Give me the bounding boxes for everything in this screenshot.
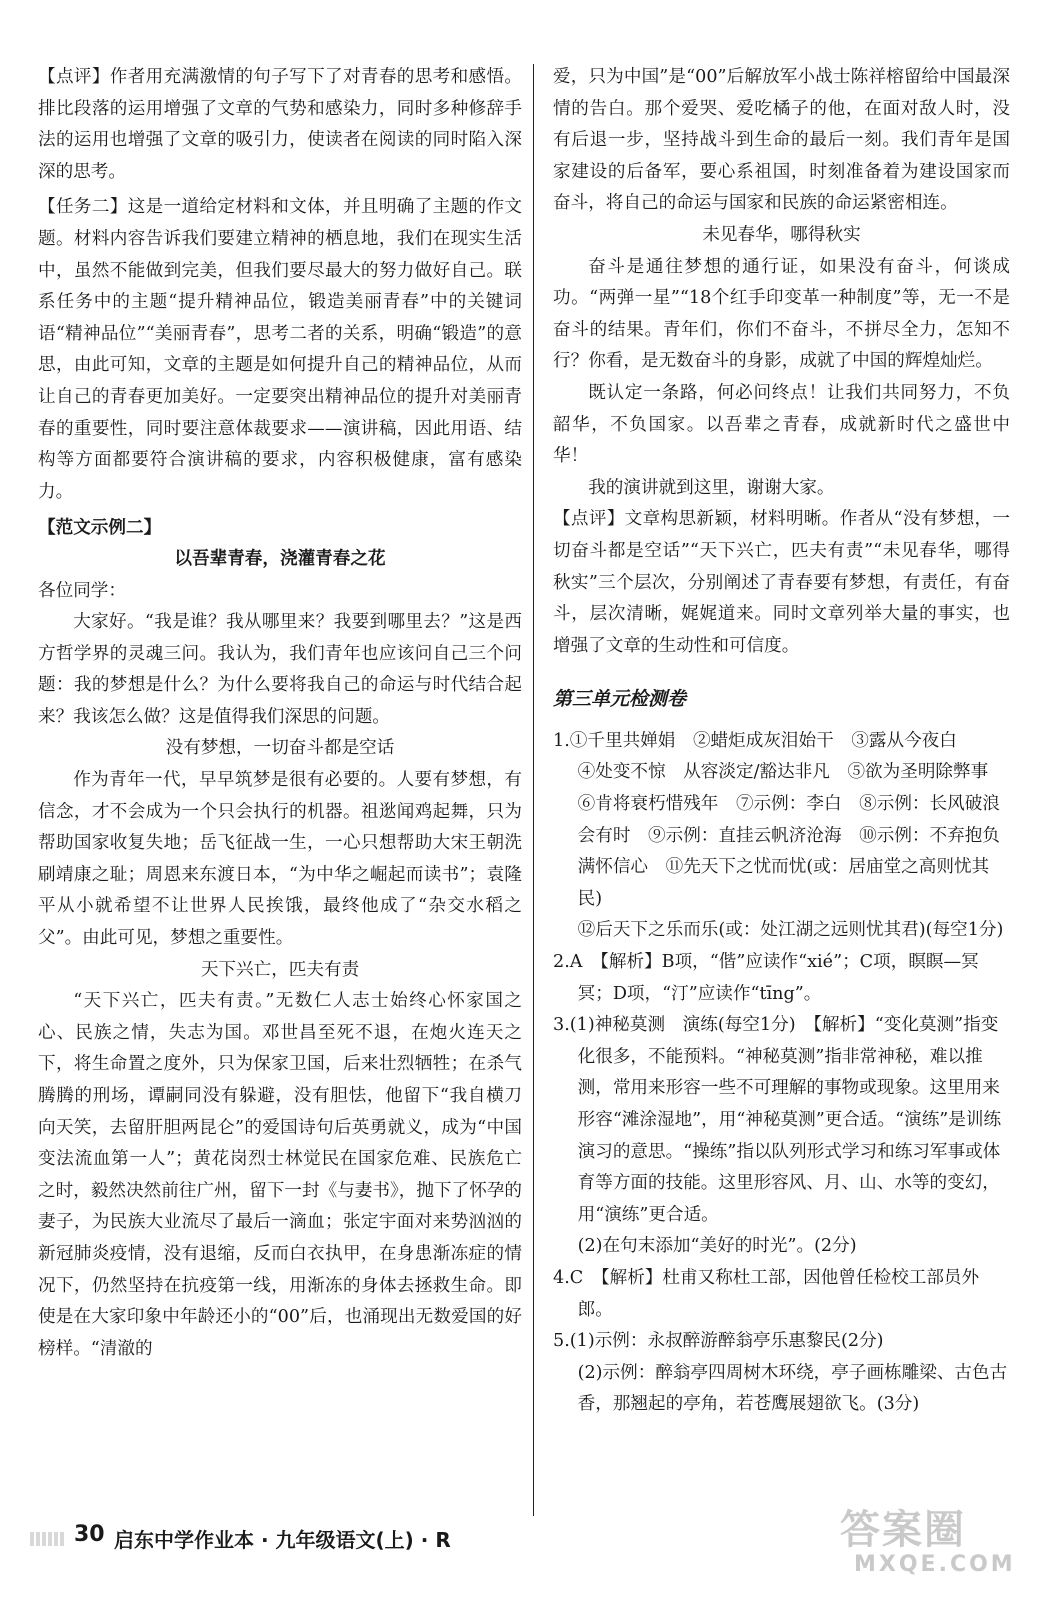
answer-1a: 1.①千里共婵娟 ②蜡炬成灰泪始干 ③露从今夜白 (553, 730, 957, 751)
essay-closing: 我的演讲就到这里，谢谢大家。 (588, 477, 835, 498)
answer-list (553, 726, 1018, 1421)
essay-paragraph-3: “天下兴亡，匹夫有责。”无数仁人志士始终心怀家国之心、民族之情，失志为国。邓世昌至死不退，在炮火连天之下，将生命置之度外，只为保家卫国，后来壮烈牺牲；在杀气腾腾的刑场，谭嗣同没有躲避，没有胆怯，他留下“我自横刀向天笑，去留肝胆两昆仑”的爱国诗句后英勇就义，成为“中国变法流血第一人”；黄花岗烈士林觉民在国家危难、民族危亡之时，毅然决然前往广州，留下一封《与妻书》，抛下了怀孕的妻子，为民族大业流尽了最后一滴血；张定宇面对来势汹汹的新冠肺炎疫情，没有退缩，反而白衣执甲，在身患渐冻症的情况下，仍然坚持在抗疫第一线，用渐冻的身体去拯救生命。即使是在大家印象中年龄还小的“00”后，也涌现出无数爱国的好榜样。“清澈的 (38, 991, 522, 1359)
essay-title: 以吾辈青春，浇灌青春之花 (174, 548, 386, 569)
answer-3-2: (2)在句末添加“美好的时光”。(2分) (577, 1236, 857, 1257)
essay-salutation: 各位同学： (38, 580, 126, 601)
essay-paragraph-2: 作为青年一代，早早筑梦是很有必要的。人要有梦想，有信念，才不会成为一个只会执行的机器。祖逖闻鸡起舞，只为帮助国家收复失地；岳飞征战一生，一心只想帮助大宋王朝洗刷靖康之耻；周恩来东渡日本，“为中华之崛起而读书”；袁隆平从小就希望不让世界人民挨饿，最终他成了“杂交水稻之父”。由此可见，梦想之重要性。 (38, 770, 522, 949)
essay-subheading-3: 未见春华，哪得秋实 (702, 224, 861, 245)
answer-1c: ⑥肯将衰朽惜残年 ⑦示例：李白 ⑧示例：长风破浪会有时 ⑨示例：直挂云帆济沧海 ⑩示例：不弃抱负 满怀信心 ⑪先天下之忧而忧(或：居庙堂之高则忧其民) (577, 794, 1018, 909)
answer-4: 4.C 【解析】杜甫又称杜工部，因他曾任检校工部员外郎。 (553, 1267, 980, 1320)
watermark-line-1: 答案圈 (840, 1507, 966, 1553)
answer-1d: ⑫后天下之乐而乐(或：处江湖之远则忧其君)(每空1分) (577, 920, 1004, 941)
essay-subheading-1: 没有梦想，一切奋斗都是空话 (165, 738, 395, 759)
comment-paragraph-1: 【点评】作者用充满激情的句子写下了对青春的思考和感悟。排比段落的运用增强了文章的气势和感染力，同时多种修辞手法的运用也增强了文章的吸引力，使读者在阅读的同时陷入深深的思考。 (38, 67, 522, 182)
essay-paragraph-4: 奋斗是通往梦想的通行证，如果没有奋斗，何谈成功。“两弹一星”“18个红手印变革一种制度”等，无一不是奋斗的结果。青年们，你们不奋斗，不拼尽全力，怎知不行？你看，是无数奋斗的身影，成就了中国的辉煌灿烂。 (553, 256, 1010, 372)
essay-paragraph-1: 大家好。“我是谁？我从哪里来？我要到哪里去？”这是西方哲学界的灵魂三问。我认为，我们青年也应该问自己三个问题：我的梦想是什么？为什么要将我自己的命运与时代结合起来？我该怎么做？这是值得我们深思的问题。 (38, 612, 522, 727)
watermark-line-2: MXQE.COM (854, 1552, 1016, 1577)
task-two-paragraph: 【任务二】这是一道给定材料和文体，并且明确了主题的作文题。材料内容告诉我们要建立精神的栖息地，我们在现实生活中，虽然不能做到完美，但我们要尽最大的努力做好自己。联系任务中的主题“提升精神品位，锻造美丽青春”中的关键词语“精神品位”“美丽青春”，思考二者的关系，明确“锻造”的意思，由此可知，文章的主题是如何提升自己的精神品位，从而让自己的青春更加美好。一定要突出精神品位的提升对美丽青春的重要性，同时要注意体裁要求——演讲稿，因此用语、结构等方面都要符合演讲稿的要求，内容积极健康，富有感染力。 (38, 197, 522, 502)
right-column (553, 62, 1018, 1421)
page-number: 30 (74, 1522, 105, 1547)
column-divider (533, 64, 534, 1516)
sample-essay-heading: 【范文示例二】 (38, 517, 162, 539)
watermark-logo (840, 1508, 1020, 1588)
answer-1b: ④处变不惊 从容淡定/豁达非凡 ⑤欲为圣明除弊事 (577, 762, 989, 783)
essay-subheading-2: 天下兴亡，匹夫有责 (200, 959, 360, 980)
footer-stripe-decoration (30, 1532, 64, 1546)
answer-2: 2.A 【解析】B项，“偕”应读作“xié”；C项，瞑瞑—冥冥；D项，“汀”应读作“tīng”。 (553, 952, 979, 1004)
essay-paragraph-5: 既认定一条路，何必问终点！让我们共同努力，不负韶华，不负国家。以吾辈之青春，成就新时代之盛世中华！ (553, 382, 1010, 467)
left-column (38, 62, 522, 1365)
book-title: 启东中学作业本 · 九年级语文(上) · R (114, 1528, 451, 1552)
unit-three-test-heading: 第三单元检测卷 (553, 688, 687, 711)
essay-paragraph-3-cont: 爱，只为中国”是“00”后解放军小战士陈祥榕留给中国最深情的告白。那个爱哭、爱吃橘子的他，在面对敌人时，没有后退一步，坚持战斗到生命的最后一刻。我们青年是国家建设的后备军，要心系祖国，时刻准备着为建设国家而奋斗，将自己的命运与国家和民族的命运紧密相连。 (553, 67, 1010, 214)
comment-paragraph-2: 【点评】文章构思新颖，材料明晰。作者从“没有梦想，一切奋斗都是空话”“天下兴亡，匹夫有责”“未见春华，哪得秋实”三个层次，分别阐述了青春要有梦想，有责任，有奋斗，层次清晰，娓娓道来。同时文章列举大量的事实，也增强了文章的生动性和可信度。 (553, 509, 1010, 656)
answer-5-2: (2)示例：醉翁亭四周树木环绕，亭子画栋雕梁、古色古香，那翘起的亭角，若苍鹰展翅欲飞。(3分) (577, 1362, 1008, 1415)
answer-3-1: 3.(1)神秘莫测 演练(每空1分) 【解析】“变化莫测”指变化很多，不能预料。“神秘莫测”指非常神秘，难以推测，常用来形容一些不可理解的事物或现象。这里用来形容“滩涂湿地”，用“神秘莫测”更合适。“演练”是训练演习的意思。“操练”指以队列形式学习和练习军事或体育等方面的技能。这里形容风、月、山、水等的变幻，用“演练”更合适。 (553, 1015, 1002, 1225)
answer-5-1: 5.(1)示例：永叔醉游醉翁亭乐惠黎民(2分) (553, 1331, 884, 1352)
